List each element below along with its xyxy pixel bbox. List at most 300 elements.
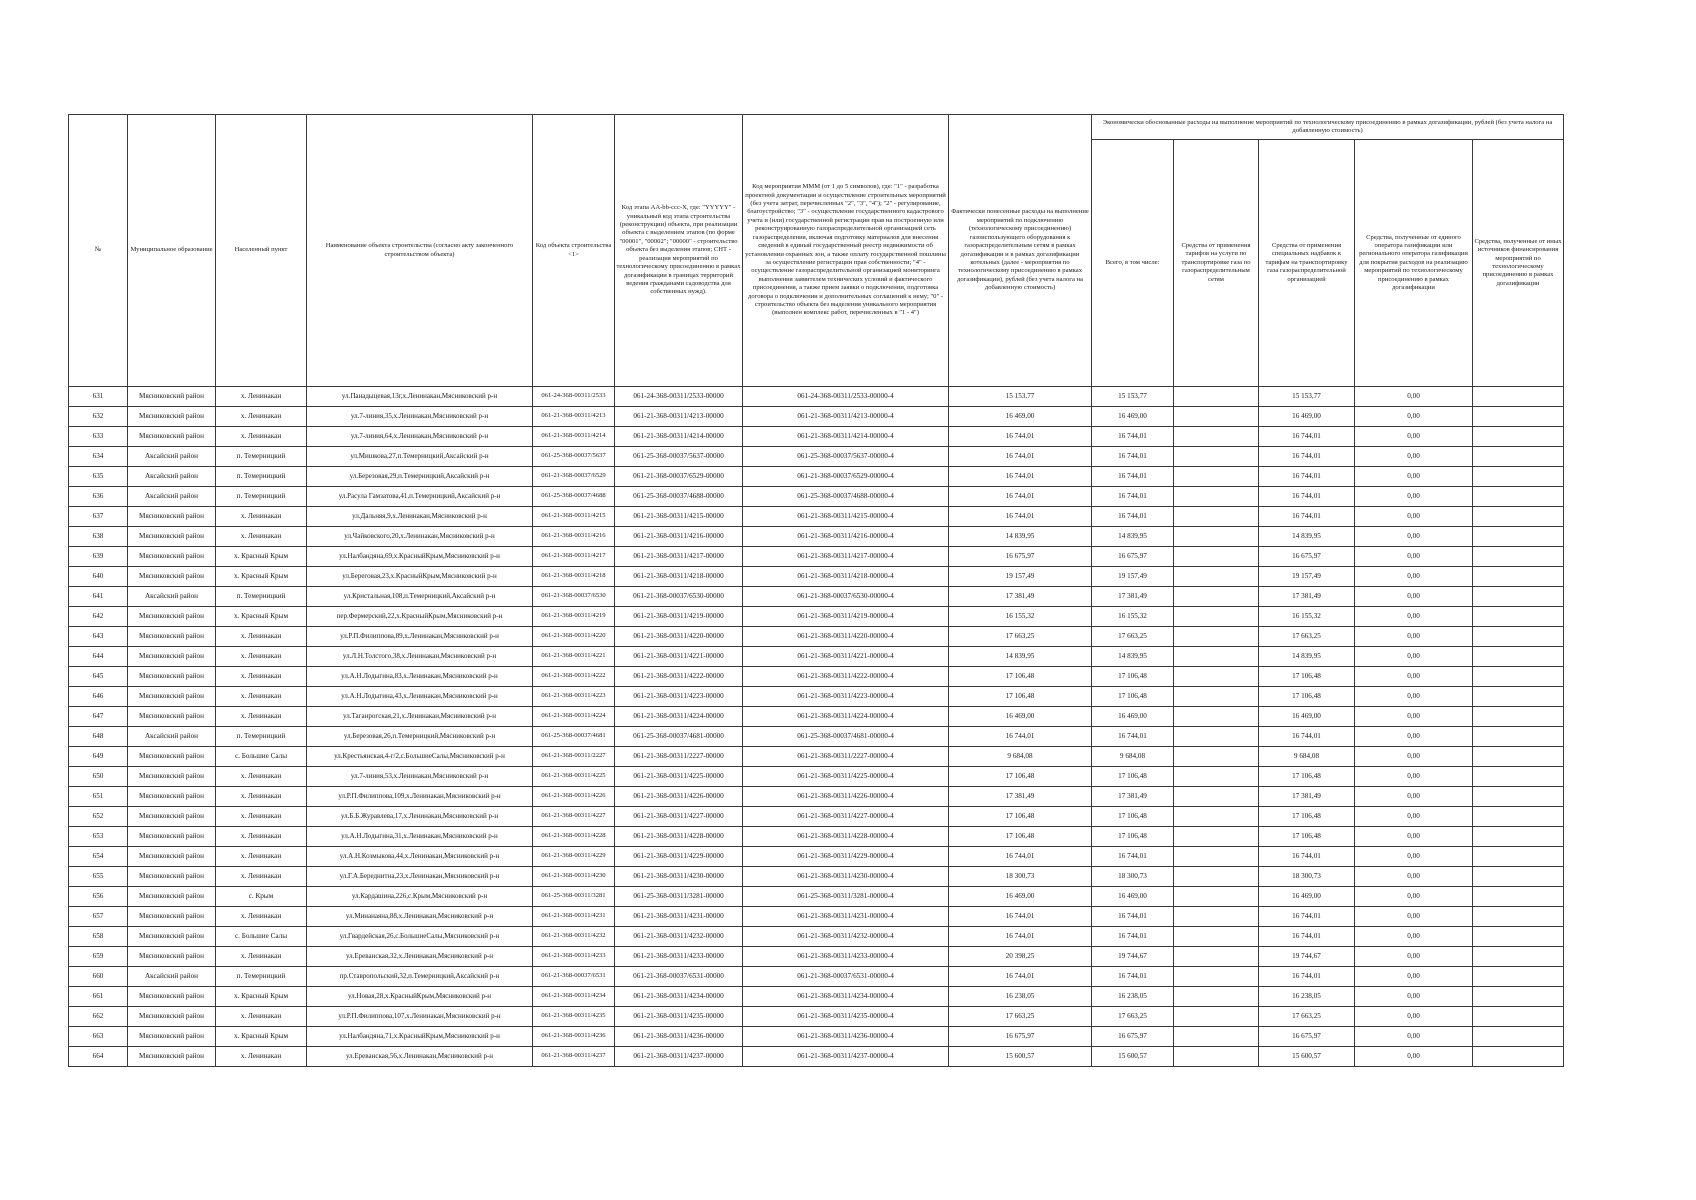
cell-settlement: х. Ленинакан <box>216 767 307 787</box>
table-row <box>69 747 1564 767</box>
cell-actual-costs: 16 744,01 <box>949 447 1092 467</box>
cell-address: ул.Л.Н.Толстого,38,х.Ленинакан,Мясниковский р-н <box>307 647 533 667</box>
cell-actual-costs: 17 106,48 <box>949 767 1092 787</box>
cell-address: ул.Г.А.Береднитна,23,х.Ленинакан,Мясниковский р-н <box>307 867 533 887</box>
cell-special-markups: 17 106,48 <box>1259 827 1355 847</box>
cell-single-operator: 0,00 <box>1355 427 1473 447</box>
cell-object-code: 061-24-368-00311/2533 <box>533 387 615 407</box>
table-row <box>69 467 1564 487</box>
cell-special-markups: 17 381,49 <box>1259 787 1355 807</box>
cell-address: ул.Березовая,29,п.Темерницкий,Аксайский р-н <box>307 467 533 487</box>
table-row <box>69 487 1564 507</box>
cell-total: 17 106,48 <box>1092 767 1174 787</box>
cell-object-code: 061-21-368-00311/4231 <box>533 907 615 927</box>
cell-object-code: 061-25-368-00037/4681 <box>533 727 615 747</box>
col-header-stage-code: Код этапа АА-bb-ccc-X, где: "YYYYY" - уникальный код этапа строительства (реконструкции) объекта, при реализации объекта с выделением этапов (по форме "00001", "00002"; "00000" - строительство объекта без выделения этапов; СНТ - реализация мероприятий по технологическому присоединению в рамках догазификации в границах территорий ведения гражданами садоводства для собственных нужд). <box>615 115 743 387</box>
cell-total: 16 744,01 <box>1092 847 1174 867</box>
cell-total: 17 106,48 <box>1092 827 1174 847</box>
cell-transport-tariffs <box>1174 807 1259 827</box>
cell-address: ул.Кардашина,226,с.Крым,Мясниковский р-н <box>307 887 533 907</box>
col-header-special-markups: Средства от применения специальных надбавок к тарифам на транспортировку газа газораспределительной организацией <box>1259 140 1355 387</box>
cell-object-code: 061-21-368-00311/4220 <box>533 627 615 647</box>
cell-total: 17 106,48 <box>1092 687 1174 707</box>
cell-object-code: 061-21-368-00311/4233 <box>533 947 615 967</box>
cell-actual-costs: 17 106,48 <box>949 827 1092 847</box>
cell-transport-tariffs <box>1174 647 1259 667</box>
cell-activity-code: 061-21-368-00311/4230-00000-4 <box>743 867 949 887</box>
cell-address: ул.А.Н.Лодыгина,43,х.Ленинакан,Мясниковский р-н <box>307 687 533 707</box>
table-row <box>69 987 1564 1007</box>
cell-municipality: Аксайский район <box>128 967 216 987</box>
cell-actual-costs: 16 744,01 <box>949 727 1092 747</box>
table-row <box>69 907 1564 927</box>
cell-activity-code: 061-21-368-00311/4224-00000-4 <box>743 707 949 727</box>
cell-transport-tariffs <box>1174 567 1259 587</box>
cell-activity-code: 061-21-368-00037/6530-00000-4 <box>743 587 949 607</box>
col-header-num: № <box>69 115 128 387</box>
col-header-settlement: Населенный пункт <box>216 115 307 387</box>
table-row <box>69 787 1564 807</box>
cell-num: 635 <box>69 467 128 487</box>
cell-address: ул.Расула Гамзатова,41,п.Темерницкий,Аксайский р-н <box>307 487 533 507</box>
cell-stage-code: 061-21-368-00037/6530-00000 <box>615 587 743 607</box>
cell-settlement: п. Темерницкий <box>216 447 307 467</box>
cell-num: 638 <box>69 527 128 547</box>
cell-special-markups: 16 469,00 <box>1259 407 1355 427</box>
cell-num: 655 <box>69 867 128 887</box>
cell-total: 16 744,01 <box>1092 427 1174 447</box>
col-header-actual-costs: Фактически понесенные расходы на выполнение мероприятий по подключению (технологическому присоединению) газоиспользующего оборудования к газораспределительным сетям в рамках догазификации и в рамках догазификации котельных (далее - мероприятия по технологическому присоединению в рамках догазификации), рублей (без учета налога на добавленную стоимость) <box>949 115 1092 387</box>
cell-stage-code: 061-21-368-00037/6529-00000 <box>615 467 743 487</box>
cell-municipality: Мясниковский район <box>128 847 216 867</box>
cell-settlement: п. Темерницкий <box>216 967 307 987</box>
cell-activity-code: 061-21-368-00311/4222-00000-4 <box>743 667 949 687</box>
cell-actual-costs: 17 106,48 <box>949 687 1092 707</box>
cell-single-operator: 0,00 <box>1355 527 1473 547</box>
cell-settlement: х. Ленинакан <box>216 787 307 807</box>
cell-num: 650 <box>69 767 128 787</box>
cell-num: 631 <box>69 387 128 407</box>
cell-num: 651 <box>69 787 128 807</box>
cell-other-sources <box>1473 427 1564 447</box>
cell-activity-code: 061-21-368-00037/6529-00000-4 <box>743 467 949 487</box>
cell-actual-costs: 16 744,01 <box>949 927 1092 947</box>
cell-object-code: 061-21-368-00311/4219 <box>533 607 615 627</box>
cell-municipality: Мясниковский район <box>128 947 216 967</box>
cell-actual-costs: 17 106,48 <box>949 667 1092 687</box>
cell-num: 644 <box>69 647 128 667</box>
cell-object-code: 061-21-368-00311/2227 <box>533 747 615 767</box>
cell-actual-costs: 17 663,25 <box>949 627 1092 647</box>
cell-transport-tariffs <box>1174 667 1259 687</box>
table-body <box>69 387 1564 1067</box>
cell-single-operator: 0,00 <box>1355 667 1473 687</box>
cell-activity-code: 061-21-368-00311/4232-00000-4 <box>743 927 949 947</box>
cell-actual-costs: 15 600,57 <box>949 1047 1092 1067</box>
cell-total: 19 157,49 <box>1092 567 1174 587</box>
cell-other-sources <box>1473 667 1564 687</box>
cell-single-operator: 0,00 <box>1355 567 1473 587</box>
cell-activity-code: 061-21-368-00311/4237-00000-4 <box>743 1047 949 1067</box>
cell-num: 648 <box>69 727 128 747</box>
cell-actual-costs: 15 153,77 <box>949 387 1092 407</box>
cell-stage-code: 061-25-368-00037/5637-00000 <box>615 447 743 467</box>
cell-other-sources <box>1473 1007 1564 1027</box>
cell-other-sources <box>1473 507 1564 527</box>
cell-settlement: х. Ленинакан <box>216 707 307 727</box>
data-table <box>68 114 1564 1067</box>
cell-special-markups: 16 744,01 <box>1259 927 1355 947</box>
cell-settlement: х. Ленинакан <box>216 907 307 927</box>
cell-special-markups: 16 744,01 <box>1259 727 1355 747</box>
cell-activity-code: 061-21-368-00311/4215-00000-4 <box>743 507 949 527</box>
cell-stage-code: 061-21-368-00311/4213-00000 <box>615 407 743 427</box>
cell-stage-code: 061-21-368-00311/4218-00000 <box>615 567 743 587</box>
cell-num: 636 <box>69 487 128 507</box>
cell-other-sources <box>1473 727 1564 747</box>
cell-single-operator: 0,00 <box>1355 407 1473 427</box>
cell-address: ул.А.Н.Лодыгина,31,х.Ленинакан,Мясниковский р-н <box>307 827 533 847</box>
cell-total: 17 106,48 <box>1092 667 1174 687</box>
cell-object-code: 061-21-368-00311/4230 <box>533 867 615 887</box>
cell-address: ул.Ереванская,56,х.Ленинакан,Мясниковский р-н <box>307 1047 533 1067</box>
cell-municipality: Мясниковский район <box>128 427 216 447</box>
cell-num: 645 <box>69 667 128 687</box>
cell-special-markups: 16 238,05 <box>1259 987 1355 1007</box>
cell-actual-costs: 16 744,01 <box>949 487 1092 507</box>
cell-actual-costs: 14 839,95 <box>949 647 1092 667</box>
cell-settlement: х. Ленинакан <box>216 627 307 647</box>
cell-num: 653 <box>69 827 128 847</box>
cell-other-sources <box>1473 487 1564 507</box>
cell-special-markups: 16 744,01 <box>1259 847 1355 867</box>
cell-num: 641 <box>69 587 128 607</box>
cell-special-markups: 17 106,48 <box>1259 667 1355 687</box>
table-row <box>69 687 1564 707</box>
cell-other-sources <box>1473 747 1564 767</box>
cell-municipality: Мясниковский район <box>128 767 216 787</box>
cell-total: 16 744,01 <box>1092 967 1174 987</box>
cell-activity-code: 061-21-368-00311/4226-00000-4 <box>743 787 949 807</box>
cell-municipality: Мясниковский район <box>128 607 216 627</box>
cell-settlement: х. Ленинакан <box>216 527 307 547</box>
cell-municipality: Мясниковский район <box>128 787 216 807</box>
cell-municipality: Мясниковский район <box>128 707 216 727</box>
cell-transport-tariffs <box>1174 907 1259 927</box>
cell-single-operator: 0,00 <box>1355 927 1473 947</box>
cell-other-sources <box>1473 587 1564 607</box>
table-row <box>69 767 1564 787</box>
table-row <box>69 727 1564 747</box>
cell-special-markups: 14 839,95 <box>1259 527 1355 547</box>
cell-municipality: Аксайский район <box>128 487 216 507</box>
cell-address: ул.Мишкова,27,п.Темерницкий,Аксайский р-н <box>307 447 533 467</box>
cell-other-sources <box>1473 947 1564 967</box>
cell-single-operator: 0,00 <box>1355 767 1473 787</box>
cell-municipality: Мясниковский район <box>128 867 216 887</box>
cell-address: ул.7-линия,53,х.Ленинакан,Мясниковский р-н <box>307 767 533 787</box>
table-row <box>69 607 1564 627</box>
cell-municipality: Мясниковский район <box>128 667 216 687</box>
cell-address: пер.Фермерский,22,х.КрасныйКрым,Мясниковский р-н <box>307 607 533 627</box>
cell-settlement: п. Темерницкий <box>216 587 307 607</box>
cell-total: 15 153,77 <box>1092 387 1174 407</box>
cell-num: 639 <box>69 547 128 567</box>
cell-object-code: 061-21-368-00311/4223 <box>533 687 615 707</box>
cell-activity-code: 061-21-368-00311/4236-00000-4 <box>743 1027 949 1047</box>
cell-municipality: Мясниковский район <box>128 827 216 847</box>
cell-transport-tariffs <box>1174 967 1259 987</box>
cell-total: 16 675,97 <box>1092 547 1174 567</box>
cell-municipality: Мясниковский район <box>128 987 216 1007</box>
cell-activity-code: 061-21-368-00311/4220-00000-4 <box>743 627 949 647</box>
cell-actual-costs: 16 675,97 <box>949 1027 1092 1047</box>
cell-other-sources <box>1473 907 1564 927</box>
cell-stage-code: 061-21-368-00311/4224-00000 <box>615 707 743 727</box>
cell-transport-tariffs <box>1174 727 1259 747</box>
cell-address: ул.Кристальная,108,п.Темерницкий,Аксайский р-н <box>307 587 533 607</box>
cell-special-markups: 15 600,57 <box>1259 1047 1355 1067</box>
cell-activity-code: 061-21-368-00311/4225-00000-4 <box>743 767 949 787</box>
cell-total: 16 155,32 <box>1092 607 1174 627</box>
cell-settlement: х. Ленинакан <box>216 647 307 667</box>
cell-actual-costs: 17 106,48 <box>949 807 1092 827</box>
cell-municipality: Мясниковский район <box>128 1007 216 1027</box>
cell-num: 633 <box>69 427 128 447</box>
table-row <box>69 1027 1564 1047</box>
cell-object-code: 061-21-368-00311/4229 <box>533 847 615 867</box>
cell-object-code: 061-21-368-00311/4222 <box>533 667 615 687</box>
cell-single-operator: 0,00 <box>1355 807 1473 827</box>
table-row <box>69 947 1564 967</box>
cell-activity-code: 061-21-368-00311/4231-00000-4 <box>743 907 949 927</box>
cell-object-code: 061-21-368-00311/4214 <box>533 427 615 447</box>
cell-single-operator: 0,00 <box>1355 547 1473 567</box>
cell-settlement: х. Красный Крым <box>216 607 307 627</box>
col-header-single-operator: Средства, полученные от единого оператора газификации или регионального оператора газификации для покрытия расходов на реализацию мероприятий по технологическому присоединению в рамках догазификации <box>1355 140 1473 387</box>
cell-municipality: Мясниковский район <box>128 547 216 567</box>
cell-actual-costs: 18 300,73 <box>949 867 1092 887</box>
cell-object-code: 061-21-368-00311/4218 <box>533 567 615 587</box>
cell-stage-code: 061-21-368-00311/4237-00000 <box>615 1047 743 1067</box>
cell-actual-costs: 17 663,25 <box>949 1007 1092 1027</box>
cell-object-code: 061-21-368-00311/4237 <box>533 1047 615 1067</box>
cell-num: 649 <box>69 747 128 767</box>
cell-object-code: 061-21-368-00037/6529 <box>533 467 615 487</box>
cell-municipality: Аксайский район <box>128 447 216 467</box>
cell-special-markups: 16 469,00 <box>1259 707 1355 727</box>
cell-settlement: х. Ленинакан <box>216 827 307 847</box>
cell-address: ул.Панадыцевая,13г,х.Ленинакан,Мясниковский р-н <box>307 387 533 407</box>
table-row <box>69 967 1564 987</box>
cell-object-code: 061-21-368-00311/4227 <box>533 807 615 827</box>
cell-stage-code: 061-21-368-00311/4215-00000 <box>615 507 743 527</box>
cell-stage-code: 061-21-368-00311/4230-00000 <box>615 867 743 887</box>
cell-special-markups: 14 839,95 <box>1259 647 1355 667</box>
cell-num: 632 <box>69 407 128 427</box>
cell-single-operator: 0,00 <box>1355 907 1473 927</box>
cell-address: ул.Минанаяна,88,х.Ленинакан,Мясниковский р-н <box>307 907 533 927</box>
cell-single-operator: 0,00 <box>1355 487 1473 507</box>
cell-total: 16 744,01 <box>1092 507 1174 527</box>
cell-activity-code: 061-21-368-00311/4219-00000-4 <box>743 607 949 627</box>
cell-transport-tariffs <box>1174 487 1259 507</box>
cell-stage-code: 061-21-368-00311/4225-00000 <box>615 767 743 787</box>
cell-activity-code: 061-21-368-00311/4213-00000-4 <box>743 407 949 427</box>
cell-activity-code: 061-21-368-00311/4221-00000-4 <box>743 647 949 667</box>
cell-object-code: 061-21-368-00311/4234 <box>533 987 615 1007</box>
cell-single-operator: 0,00 <box>1355 967 1473 987</box>
cell-other-sources <box>1473 987 1564 1007</box>
cell-object-code: 061-21-368-00311/4216 <box>533 527 615 547</box>
cell-actual-costs: 19 157,49 <box>949 567 1092 587</box>
cell-other-sources <box>1473 467 1564 487</box>
cell-address: ул.7-линия,64,х.Ленинакан,Мясниковский р-н <box>307 427 533 447</box>
cell-num: 634 <box>69 447 128 467</box>
cell-transport-tariffs <box>1174 547 1259 567</box>
cell-object-code: 061-21-368-00037/6530 <box>533 587 615 607</box>
cell-object-code: 061-21-368-00037/6531 <box>533 967 615 987</box>
cell-total: 17 381,49 <box>1092 587 1174 607</box>
cell-settlement: х. Ленинакан <box>216 407 307 427</box>
cell-stage-code: 061-25-368-00311/3281-00000 <box>615 887 743 907</box>
cell-single-operator: 0,00 <box>1355 847 1473 867</box>
table-row <box>69 587 1564 607</box>
table-row <box>69 407 1564 427</box>
table-row <box>69 527 1564 547</box>
cell-single-operator: 0,00 <box>1355 447 1473 467</box>
cell-object-code: 061-21-368-00311/4236 <box>533 1027 615 1047</box>
cell-activity-code: 061-21-368-00311/4229-00000-4 <box>743 847 949 867</box>
cell-municipality: Мясниковский район <box>128 927 216 947</box>
cell-special-markups: 17 106,48 <box>1259 767 1355 787</box>
cell-activity-code: 061-21-368-00311/4218-00000-4 <box>743 567 949 587</box>
cell-settlement: х. Ленинакан <box>216 1007 307 1027</box>
table-row <box>69 827 1564 847</box>
cell-address: ул.Б.Б.Журавлева,17,х.Ленинакан,Мясниковский р-н <box>307 807 533 827</box>
cell-municipality: Аксайский район <box>128 727 216 747</box>
cell-settlement: х. Ленинакан <box>216 1047 307 1067</box>
cell-transport-tariffs <box>1174 587 1259 607</box>
table-row <box>69 667 1564 687</box>
cell-settlement: х. Ленинакан <box>216 427 307 447</box>
cell-single-operator: 0,00 <box>1355 727 1473 747</box>
cell-total: 16 238,05 <box>1092 987 1174 1007</box>
cell-total: 17 663,25 <box>1092 627 1174 647</box>
cell-actual-costs: 16 469,00 <box>949 707 1092 727</box>
cell-special-markups: 16 744,01 <box>1259 447 1355 467</box>
cell-object-code: 061-21-368-00311/4225 <box>533 767 615 787</box>
cell-object-code: 061-21-368-00311/4224 <box>533 707 615 727</box>
cell-stage-code: 061-21-368-00311/4220-00000 <box>615 627 743 647</box>
cell-transport-tariffs <box>1174 927 1259 947</box>
cell-municipality: Аксайский район <box>128 467 216 487</box>
cell-actual-costs: 16 469,00 <box>949 887 1092 907</box>
col-header-activity-code: Код мероприятия МММ (от 1 до 5 символов), где: "1" - разработка проектной документации и осуществление строительных мероприятий (без учета затрат, перечисленных "2", "3", "4"); "2" - регулирование, благоустройство; "3" - осуществление государственного кадастрового учета и (или) государственной регистрации прав на построенную или реконструированную газораспределительной организацией сеть газораспределения, включая подготовку материалов для внесения сведений в единый государственный реестр недвижимости об установлении охранных зон, а также оплату государственной пошлины за осуществление регистрации прав собственности; "4" - осуществление газораспределительной организацией мониторинга выполнения заявителем технических условий и фактического присоединения, а также прием заявки о подключении, подготовка договора о подключении и дополнительных соглашений к нему; "0" - строительство объекта без выделения уникального мероприятия (выполнен комплекс работ, перечисленных в "1 - 4") <box>743 115 949 387</box>
cell-special-markups: 16 744,01 <box>1259 427 1355 447</box>
cell-single-operator: 0,00 <box>1355 607 1473 627</box>
cell-special-markups: 9 684,08 <box>1259 747 1355 767</box>
cell-total: 16 744,01 <box>1092 467 1174 487</box>
cell-municipality: Мясниковский район <box>128 1027 216 1047</box>
cell-settlement: с. Крым <box>216 887 307 907</box>
table-row <box>69 507 1564 527</box>
cell-other-sources <box>1473 807 1564 827</box>
table-row <box>69 427 1564 447</box>
cell-num: 661 <box>69 987 128 1007</box>
cell-single-operator: 0,00 <box>1355 1007 1473 1027</box>
cell-transport-tariffs <box>1174 447 1259 467</box>
cell-transport-tariffs <box>1174 467 1259 487</box>
cell-object-code: 061-21-368-00311/4221 <box>533 647 615 667</box>
cell-other-sources <box>1473 1047 1564 1067</box>
cell-object-code: 061-21-368-00311/4215 <box>533 507 615 527</box>
cell-other-sources <box>1473 867 1564 887</box>
cell-municipality: Мясниковский район <box>128 387 216 407</box>
cell-total: 16 744,01 <box>1092 487 1174 507</box>
cell-address: ул.Р.П.Филиппова,109,х.Ленинакан,Мясниковский р-н <box>307 787 533 807</box>
cell-total: 16 675,97 <box>1092 1027 1174 1047</box>
cell-stage-code: 061-21-368-00311/4214-00000 <box>615 427 743 447</box>
cell-stage-code: 061-21-368-00037/6531-00000 <box>615 967 743 987</box>
cell-total: 16 744,01 <box>1092 727 1174 747</box>
cell-stage-code: 061-21-368-00311/4217-00000 <box>615 547 743 567</box>
cell-single-operator: 0,00 <box>1355 1047 1473 1067</box>
cell-stage-code: 061-21-368-00311/4216-00000 <box>615 527 743 547</box>
cell-settlement: п. Темерницкий <box>216 727 307 747</box>
cell-other-sources <box>1473 407 1564 427</box>
cell-single-operator: 0,00 <box>1355 787 1473 807</box>
cell-transport-tariffs <box>1174 1007 1259 1027</box>
cell-single-operator: 0,00 <box>1355 947 1473 967</box>
cell-other-sources <box>1473 967 1564 987</box>
cell-activity-code: 061-25-368-00037/4681-00000-4 <box>743 727 949 747</box>
col-header-object-code: Код объекта строительства <1> <box>533 115 615 387</box>
cell-other-sources <box>1473 647 1564 667</box>
cell-transport-tariffs <box>1174 787 1259 807</box>
cell-stage-code: 061-21-368-00311/4219-00000 <box>615 607 743 627</box>
cell-special-markups: 16 744,01 <box>1259 487 1355 507</box>
cell-num: 647 <box>69 707 128 727</box>
cell-activity-code: 061-21-368-00311/4216-00000-4 <box>743 527 949 547</box>
cell-activity-code: 061-21-368-00311/4234-00000-4 <box>743 987 949 1007</box>
table-row <box>69 807 1564 827</box>
cell-other-sources <box>1473 687 1564 707</box>
cell-special-markups: 17 106,48 <box>1259 807 1355 827</box>
cell-single-operator: 0,00 <box>1355 687 1473 707</box>
cell-object-code: 061-21-368-00311/4213 <box>533 407 615 427</box>
table-row <box>69 387 1564 407</box>
cell-num: 660 <box>69 967 128 987</box>
cell-settlement: х. Красный Крым <box>216 567 307 587</box>
cell-settlement: х. Красный Крым <box>216 987 307 1007</box>
cell-actual-costs: 16 744,01 <box>949 907 1092 927</box>
cell-stage-code: 061-21-368-00311/4227-00000 <box>615 807 743 827</box>
cell-settlement: с. Большие Салы <box>216 927 307 947</box>
cell-activity-code: 061-25-368-00311/3281-00000-4 <box>743 887 949 907</box>
cell-transport-tariffs <box>1174 1027 1259 1047</box>
cell-other-sources <box>1473 787 1564 807</box>
cell-special-markups: 15 153,77 <box>1259 387 1355 407</box>
cell-stage-code: 061-21-368-00311/4228-00000 <box>615 827 743 847</box>
cell-stage-code: 061-21-368-00311/4233-00000 <box>615 947 743 967</box>
cell-total: 16 744,01 <box>1092 907 1174 927</box>
cell-special-markups: 17 663,25 <box>1259 627 1355 647</box>
cell-address: ул.А.Н.Козмыкова,44,х.Ленинакан,Мясниковский р-н <box>307 847 533 867</box>
cell-actual-costs: 16 744,01 <box>949 507 1092 527</box>
cell-actual-costs: 16 469,00 <box>949 407 1092 427</box>
cell-single-operator: 0,00 <box>1355 507 1473 527</box>
